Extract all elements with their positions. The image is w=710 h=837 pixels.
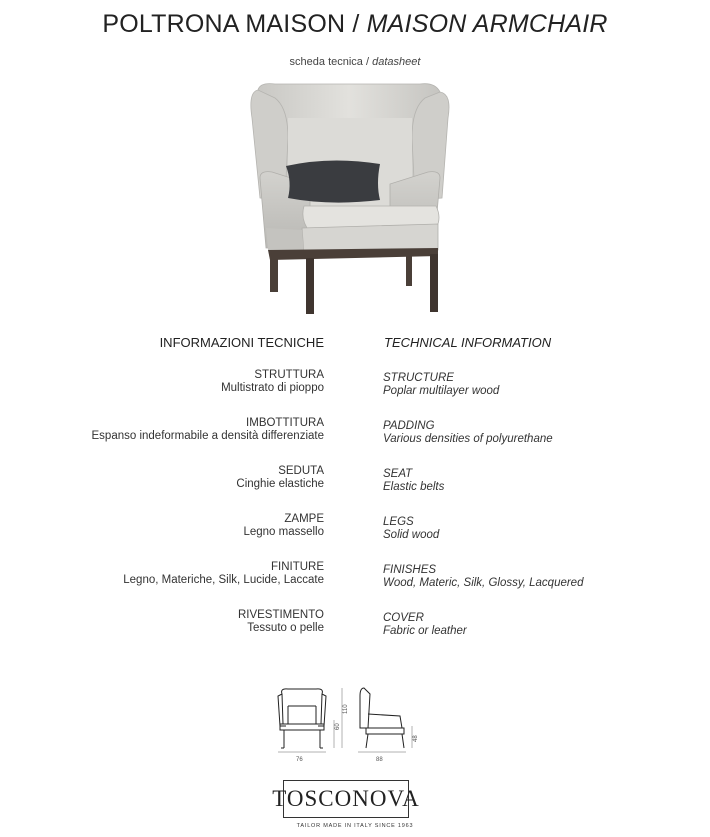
spec-value: Elastic belts	[383, 481, 445, 493]
spec-structure-en	[383, 372, 499, 398]
spec-finishes-it	[123, 561, 324, 587]
spec-label: SEDUTA	[278, 465, 324, 477]
spec-cover-en	[383, 612, 467, 638]
spec-finishes-en	[383, 564, 583, 590]
page-title	[0, 10, 710, 39]
page-subtitle	[0, 56, 710, 68]
subtitle-separator: /	[362, 56, 373, 68]
spec-value: Wood, Materic, Silk, Glossy, Lacquered	[383, 577, 584, 589]
spec-value: Tessuto o pelle	[247, 622, 324, 634]
spec-value: Legno, Materiche, Silk, Lucide, Laccate	[123, 574, 324, 586]
title-italian: POLTRONA MAISON	[102, 10, 346, 38]
heading-english: TECHNICAL INFORMATION	[384, 335, 552, 350]
armchair-photo	[230, 78, 470, 322]
spec-value: Poplar multilayer wood	[383, 385, 500, 397]
spec-seat-it	[236, 465, 324, 491]
spec-value: Legno massello	[243, 526, 324, 538]
spec-value: Cinghie elastiche	[236, 478, 324, 490]
spec-structure-it	[221, 369, 324, 395]
spec-value: Espanso indeformabile a densità differenziate	[91, 430, 324, 442]
spec-label: STRUCTURE	[383, 372, 454, 384]
subtitle-english: datasheet	[372, 56, 421, 68]
dim-arm-height: 60	[335, 723, 341, 730]
title-separator: /	[345, 10, 367, 38]
dim-width: 76	[296, 757, 303, 763]
spec-padding-en	[383, 420, 553, 446]
dim-depth: 88	[376, 757, 383, 763]
spec-label: RIVESTIMENTO	[237, 609, 324, 621]
spec-label: PADDING	[383, 420, 435, 432]
spec-label: STRUTTURA	[254, 369, 324, 381]
brand-logo	[272, 780, 420, 818]
spec-padding-it	[92, 417, 325, 443]
spec-value: Multistrato di pioppo	[221, 382, 324, 394]
dim-seat-height: 48	[413, 735, 419, 742]
spec-label: FINITURE	[270, 561, 324, 573]
spec-legs-it	[243, 513, 324, 539]
spec-seat-en	[383, 468, 444, 494]
spec-label: IMBOTTITURA	[246, 417, 324, 429]
spec-label: LEGS	[383, 516, 414, 528]
spec-cover-it	[238, 609, 324, 635]
spec-value: Solid wood	[383, 529, 440, 541]
brand-logo-text: TOSCONOVA	[272, 786, 420, 811]
dimension-drawings	[272, 684, 442, 776]
heading-italian: INFORMAZIONI TECNICHE	[159, 335, 324, 350]
spec-label: ZAMPE	[284, 513, 324, 525]
dim-height: 110	[343, 704, 349, 714]
spec-label: SEAT	[383, 468, 413, 480]
brand-tagline: TAILOR MADE IN ITALY SINCE 1963	[296, 823, 414, 829]
spec-value: Fabric or leather	[383, 625, 467, 637]
spec-value: Various densities of polyurethane	[383, 433, 553, 445]
spec-label: COVER	[383, 612, 424, 624]
subtitle-italian: scheda tecnica	[289, 56, 363, 68]
title-english: MAISON ARMCHAIR	[366, 10, 608, 38]
spec-label: FINISHES	[383, 564, 437, 576]
spec-legs-en	[383, 516, 439, 542]
